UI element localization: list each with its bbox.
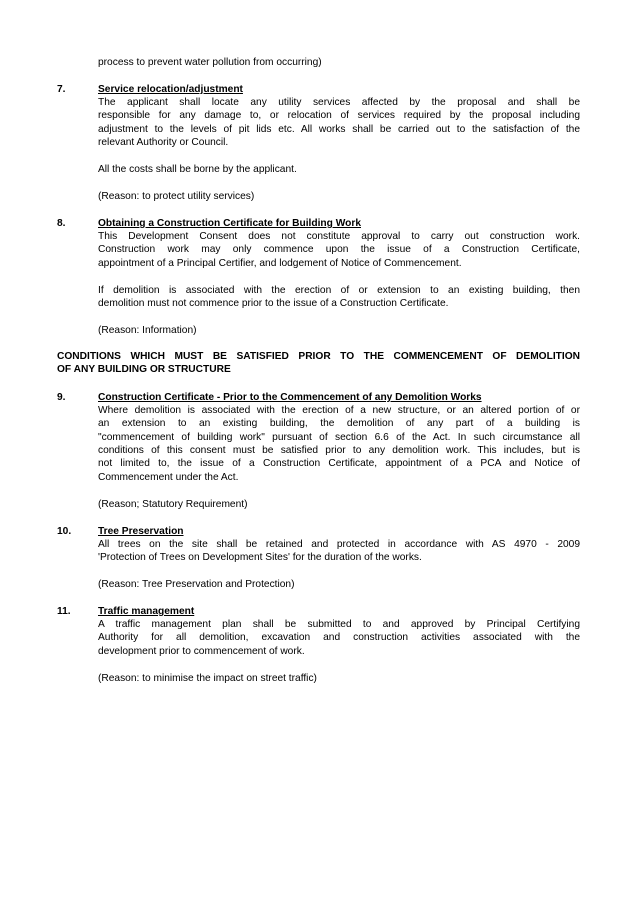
condition-10-number: 10. [57, 526, 72, 537]
condition-9-line: Commencement under the Act. [98, 472, 239, 483]
condition-8-line: Construction work may only commence upon the issue of a Construction Certificate, [98, 244, 580, 255]
condition-8-line: appointment of a Principal Certifier, and lodgement of Notice of Commencement. [98, 258, 462, 269]
condition-8-title: Obtaining a Construction Certificate for Building Work [98, 218, 361, 229]
section-heading: CONDITIONS WHICH MUST BE SATISFIED PRIOR TO THE COMMENCEMENT OF DEMOLITION [57, 351, 580, 362]
condition-8-reason: (Reason: Information) [98, 325, 197, 336]
condition-10-line: 'Protection of Trees on Development Sites' for the duration of the works. [98, 552, 422, 563]
condition-8-line: If demolition is associated with the erection of or extension to an existing building, then [98, 285, 580, 296]
condition-9-line: conditions of this consent must be satisfied prior to any demolition work. This includes, but is [98, 445, 580, 456]
condition-9-line: an extension to an existing building, the demolition of any part of a building is [98, 418, 580, 429]
condition-7-line: The applicant shall locate any utility services affected by the proposal and shall be [98, 97, 580, 108]
condition-9-number: 9. [57, 392, 66, 403]
condition-9-line: "commencement of building work" pursuant of section 6.6 of the Act. In such circumstance all [98, 432, 580, 443]
condition-10-reason: (Reason: Tree Preservation and Protection) [98, 579, 295, 590]
condition-9-line: not limited to, the issue of a Construction Certificate, appointment of a PCA and Notice of [98, 458, 580, 469]
condition-8-line: This Development Consent does not constitute approval to carry out construction work. [98, 231, 580, 242]
condition-11-line: development prior to commencement of work. [98, 646, 305, 657]
condition-7-title: Service relocation/adjustment [98, 84, 243, 95]
condition-10-line: All trees on the site shall be retained and protected in accordance with AS 4970 - 2009 [98, 539, 580, 550]
condition-7-line: responsible for any damage to, or relocation of services required by the proposal including [98, 110, 580, 121]
condition-11-reason: (Reason: to minimise the impact on street traffic) [98, 673, 317, 684]
condition-11-title: Traffic management [98, 606, 195, 617]
condition-7-reason: (Reason: to protect utility services) [98, 191, 255, 202]
condition-8-number: 8. [57, 218, 66, 229]
condition-11-number: 11. [57, 606, 71, 617]
condition-11-line: A traffic management plan shall be submitted to and approved by Principal Certifying [98, 619, 580, 630]
section-heading: OF ANY BUILDING OR STRUCTURE [57, 364, 231, 375]
condition-7-line: relevant Authority or Council. [98, 137, 229, 148]
condition-7-line: adjustment to the levels of pit lids etc. All works shall be carried out to the satisfaction of the [98, 124, 580, 135]
intro-line: process to prevent water pollution from occurring) [98, 57, 322, 68]
condition-9-line: Where demolition is associated with the erection of a new structure, or an altered portion of or [98, 405, 580, 416]
condition-10-title: Tree Preservation [98, 526, 184, 537]
condition-8-line: demolition must not commence prior to the issue of a Construction Certificate. [98, 298, 449, 309]
condition-9-title: Construction Certificate - Prior to the Commencement of any Demolition Works [98, 392, 482, 403]
condition-7-number: 7. [57, 84, 66, 95]
condition-11-line: Authority for all demolition, excavation and construction activities associated with the [98, 632, 580, 643]
condition-9-reason: (Reason; Statutory Requirement) [98, 499, 248, 510]
condition-7-costs: All the costs shall be borne by the applicant. [98, 164, 297, 175]
